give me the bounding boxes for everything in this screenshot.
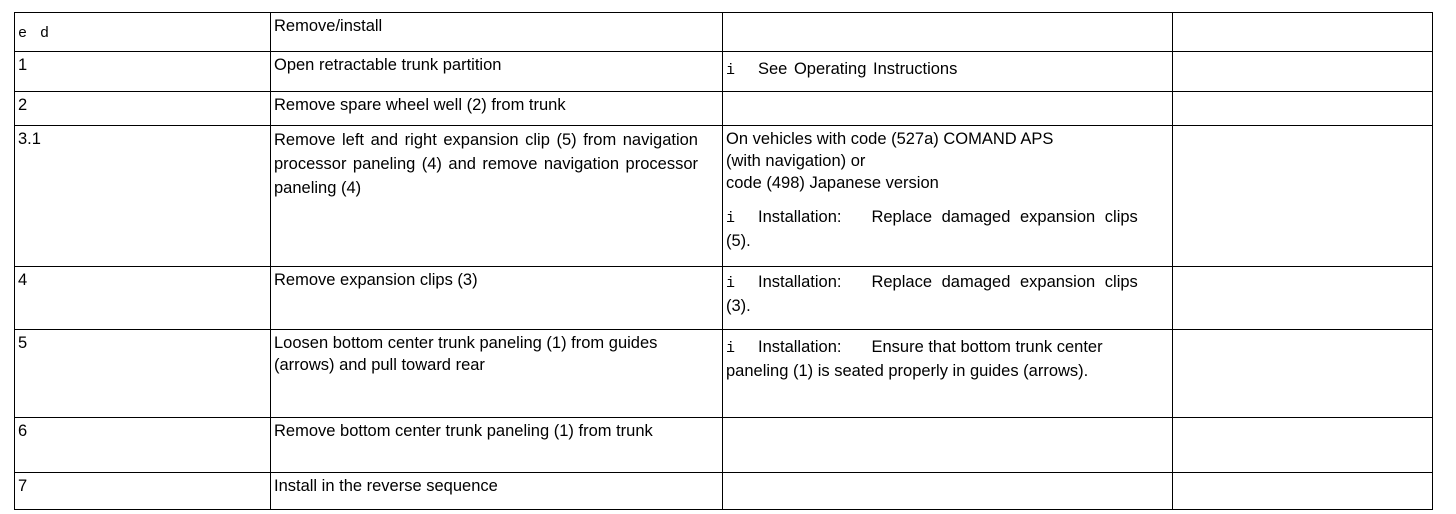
table-row <box>15 267 1433 330</box>
step-note-lead: Installation: <box>758 273 842 291</box>
step-extra-cell <box>1173 92 1433 126</box>
condition-line: On vehicles with code (527a) COMAND APS <box>726 130 1054 148</box>
header-notes-cell <box>723 13 1173 52</box>
table-row <box>15 330 1433 418</box>
step-condition <box>726 128 1168 194</box>
table-row <box>15 52 1433 92</box>
step-number: 6 <box>18 422 28 440</box>
step-number-cell <box>15 92 271 126</box>
info-icon: i <box>726 340 736 357</box>
step-extra-cell <box>1173 473 1433 510</box>
step-action-cell <box>271 330 723 418</box>
step-extra-cell <box>1173 418 1433 473</box>
step-number-cell <box>15 330 271 418</box>
step-action-cell <box>271 92 723 126</box>
info-icon: i <box>726 210 736 227</box>
step-action-cell <box>271 473 723 510</box>
step-action: Install in the reverse sequence <box>274 477 498 495</box>
step-extra-cell <box>1173 267 1433 330</box>
table-row <box>15 473 1433 510</box>
table-row <box>15 418 1433 473</box>
header-id-cell <box>15 13 271 52</box>
step-note-text: Ensure that bottom trunk center paneling (1) is seated properly in guides (arrows). <box>726 338 1103 380</box>
step-note-cell <box>723 267 1173 330</box>
condition-line: (with navigation) or <box>726 152 866 170</box>
step-number-cell <box>15 473 271 510</box>
info-icon: i <box>726 62 736 79</box>
step-note-text: Replace damaged expansion clips (5). <box>726 208 1138 250</box>
header-extra-cell <box>1173 13 1433 52</box>
table-row <box>15 126 1433 267</box>
step-action: Remove left and right expansion clip (5) from navigation processor paneling (4) and remove navigation processor paneling (4) <box>274 131 698 197</box>
step-note-cell <box>723 473 1173 510</box>
step-action-cell <box>271 52 723 92</box>
step-note-cell <box>723 418 1173 473</box>
step-note <box>726 206 1168 252</box>
step-action-cell <box>271 418 723 473</box>
step-action: Remove spare wheel well (2) from trunk <box>274 96 566 114</box>
step-note-lead: Installation: <box>758 338 842 356</box>
step-number-cell <box>15 52 271 92</box>
step-extra-cell <box>1173 330 1433 418</box>
header-title: Remove/install <box>274 17 383 35</box>
step-note-cell <box>723 52 1173 92</box>
info-icon: i <box>726 275 736 292</box>
step-note-cell <box>723 330 1173 418</box>
step-number-cell <box>15 267 271 330</box>
step-number-cell <box>15 418 271 473</box>
step-number: 2 <box>18 96 28 114</box>
step-action: Remove bottom center trunk paneling (1) from trunk <box>274 422 653 440</box>
step-action-cell <box>271 126 723 267</box>
step-action: Open retractable trunk partition <box>274 56 502 74</box>
step-extra-cell <box>1173 52 1433 92</box>
step-number: 5 <box>18 334 28 352</box>
condition-line: code (498) Japanese version <box>726 174 939 192</box>
step-extra-cell <box>1173 126 1433 267</box>
table-header-row <box>15 13 1433 52</box>
step-number: 4 <box>18 271 28 289</box>
step-note-cell <box>723 126 1173 267</box>
header-title-cell <box>271 13 723 52</box>
step-number: 7 <box>18 477 28 495</box>
step-number: 3.1 <box>18 130 41 148</box>
step-number-cell <box>15 126 271 267</box>
table-row <box>15 92 1433 126</box>
step-note-text: See Operating Instructions <box>758 60 958 78</box>
header-id-label: e d <box>18 25 52 42</box>
step-note-text: Replace damaged expansion clips (3). <box>726 273 1138 315</box>
step-note-lead: Installation: <box>758 208 842 226</box>
step-action: Remove expansion clips (3) <box>274 271 478 289</box>
step-number: 1 <box>18 56 28 74</box>
step-note-cell <box>723 92 1173 126</box>
step-action: Loosen bottom center trunk paneling (1) from guides (arrows) and pull toward rear <box>274 334 658 374</box>
step-action-cell <box>271 267 723 330</box>
procedure-table <box>14 12 1433 510</box>
